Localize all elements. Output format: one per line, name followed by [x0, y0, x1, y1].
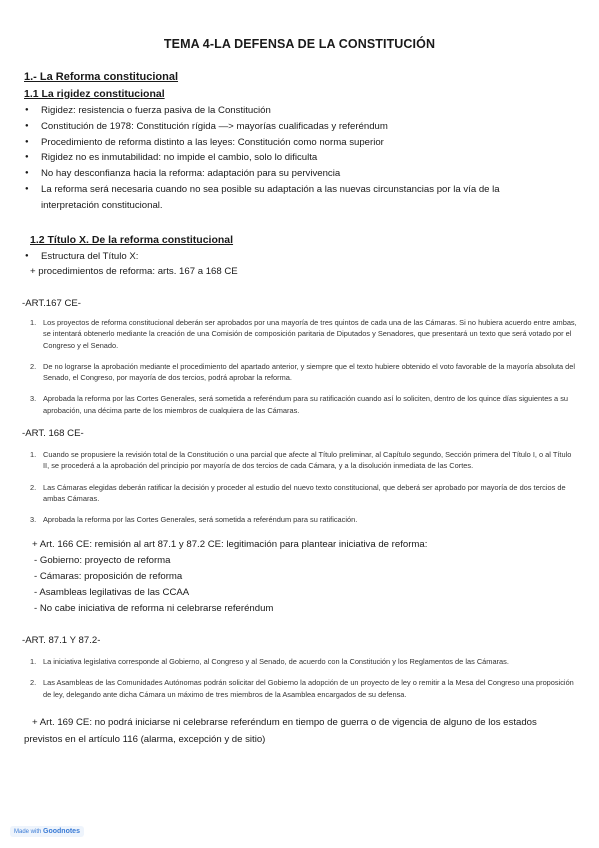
titulo-x-bullet-list: [24, 249, 554, 265]
item-number: 3.: [30, 394, 37, 404]
list-item: ● No hay desconfianza hacia la reforma: adaptación para su pervivencia: [24, 166, 554, 182]
list-item: [30, 393, 578, 416]
art-87-text-list: [30, 656, 578, 710]
item-text: Aprobada la reforma por las Cortes Generales, será sometida a referéndum para su ratificación cuando así lo soliciten, dentro de los quince días siguientes a su aprobación, una décima parte de los miembros de cualquiera de las Cámaras.: [43, 394, 569, 415]
list-item: [30, 514, 578, 525]
item-number: 2.: [30, 361, 37, 371]
subsection-heading-titulo-x: 1.2 Título X. De la reforma constitucional: [30, 234, 234, 246]
item-number: 2.: [30, 678, 37, 688]
made-with-label: Made with: [14, 829, 42, 835]
subsection-heading-rigidez: 1.1 La rigidez constitucional: [24, 88, 165, 100]
art-166-line: - Gobierno: proyecto de reforma: [34, 555, 171, 566]
item-text: La iniciativa legislativa corresponde al Gobierno, al Congreso y al Senado, de acuerdo con la Constitución y los Reglamentos de las Cámaras.: [43, 657, 509, 666]
item-number: 1.: [30, 450, 37, 459]
art-168-text-list: [30, 449, 578, 535]
art-166-line: - No cabe iniciativa de reforma ni celebrarse referéndum: [34, 603, 274, 614]
item-text: Las Cámaras elegidas deberán ratificar la decisión y proceder al estudio del nuevo texto constitucional, que deberá ser aprobado por mayoría de dos tercios de ambas Cámaras.: [43, 482, 566, 503]
list-item: ● Rigidez: resistencia o fuerza pasiva de la Constitución: [24, 103, 554, 119]
rigidez-bullet-list: [24, 103, 554, 214]
art-166-line: - Asambleas legilativas de las CCAA: [34, 587, 190, 598]
item-number: 2.: [30, 482, 37, 492]
item-number: 1.: [30, 318, 37, 327]
item-number: 1.: [30, 657, 37, 666]
plus-note-procedimientos: + procedimientos de reforma: arts. 167 a 168 CE: [30, 266, 238, 277]
list-item: [30, 361, 578, 384]
list-item: ● Procedimiento de reforma distinto a las leyes: Constitución como norma superior: [24, 135, 554, 151]
list-item: ● Estructura del Título X:: [24, 249, 554, 265]
item-text: Cuando se propusiere la revisión total de la Constitución o una parcial que afecte al Título preliminar, al Capítulo segundo, Sección primera del Título I, o al Título II, se procederá a la aprobación del principio por mayoría de dos tercios de cada Cámara, y a la disolución inmediata de las Cortes.: [43, 450, 572, 471]
item-text: Aprobada la reforma por las Cortes Generales, será sometida a referéndum para su ratificación.: [43, 515, 358, 525]
made-with-goodnotes-badge[interactable]: [10, 826, 84, 837]
art-166-line: + Art. 166 CE: remisión al art 87.1 y 87.2 CE: legitimación para plantear iniciativa de reforma:: [32, 539, 428, 550]
item-text: De no lograrse la aprobación mediante el procedimiento del apartado anterior, y siempre que el texto hubiere obtenido el voto favorable de la mayoría absoluta del Senado, el Congreso, por mayoría de dos tercios, podrá aprobar la reforma.: [43, 361, 576, 383]
list-item: [30, 482, 578, 505]
art-168-heading: -ART. 168 CE-: [22, 428, 84, 439]
item-text: Las Asambleas de las Comunidades Autónomas podrán solicitar del Gobierno la adopción de un proyecto de ley o remitir a la Mesa del Congreso una proposición de ley, delegando ante dicha Cámara un máximo de tres miembros de la Asamblea encargados de su defensa.: [43, 678, 574, 699]
art-87-heading: -ART. 87.1 Y 87.2-: [22, 635, 101, 646]
list-item: [30, 449, 578, 472]
item-text: Los proyectos de reforma constitucional deberán ser aprobados por una mayoría de tres quintos de cada una de las Cámaras. Si no hubiera acuerdo entre ambas, se intentará obtenerlo mediante la creación de una Comisión de composición paritaria de Diputados y Senadores, que presentará un texto que será votado por el Congreso y el Senado.: [43, 318, 577, 350]
art-166-line: - Cámaras: proposición de reforma: [34, 571, 183, 582]
art-169-line: previstos en el artículo 116 (alarma, excepción y de sitio): [24, 734, 266, 745]
art-167-heading: -ART.167 CE-: [22, 298, 82, 309]
list-item: [30, 656, 578, 667]
list-item: [30, 317, 578, 351]
list-item: ● La reforma será necesaria cuando no sea posible su adaptación a las nuevas circunstancias por la vía de la interpretación constitucional.: [24, 182, 554, 214]
page-title: TEMA 4-LA DEFENSA DE LA CONSTITUCIÓN: [163, 37, 436, 51]
section-heading-reforma: 1.- La Reforma constitucional: [24, 71, 179, 83]
list-item: ● Rigidez no es inmutabilidad: no impide el cambio, solo lo dificulta: [24, 150, 554, 166]
art-169-line: + Art. 169 CE: no podrá iniciarse ni celebrarse referéndum en tiempo de guerra o de vigencia de alguno de los estados: [32, 717, 537, 728]
goodnotes-brand: Goodnotes: [43, 828, 80, 835]
item-number: 3.: [30, 515, 37, 525]
list-item: ● Constitución de 1978: Constitución rígida —> mayorías cualificadas y referéndum: [24, 119, 554, 135]
list-item: [30, 677, 578, 700]
art-167-text-list: [30, 317, 578, 426]
